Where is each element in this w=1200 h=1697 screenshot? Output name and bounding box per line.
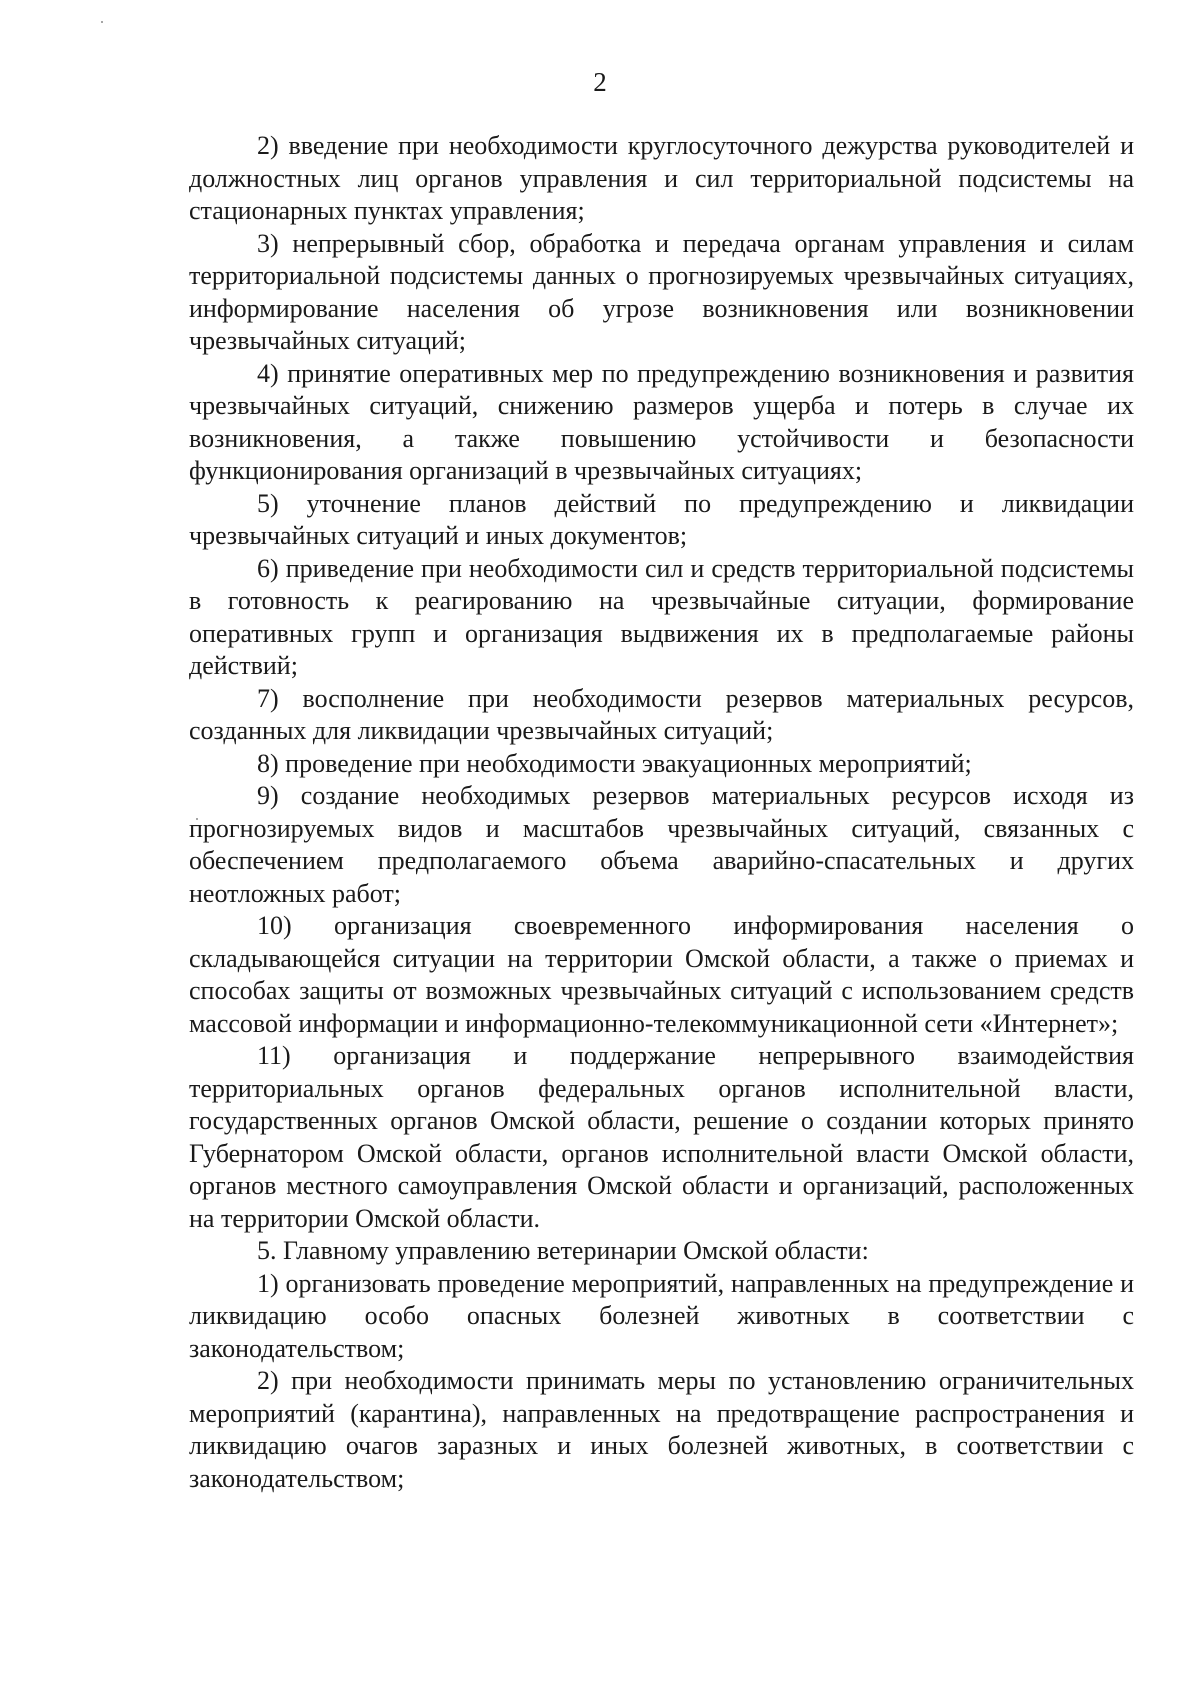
paragraph: 2) введение при необходимости круглосуточного дежурства руководителей и должностных лиц органов управления и сил территориальной подсистемы на стационарных пунктах управления; (189, 131, 1134, 225)
scan-speck (101, 21, 103, 23)
document-body (189, 130, 1134, 1495)
paragraph: 4) принятие оперативных мер по предупреждению возникновения и развития чрезвычайных ситуаций, снижению размеров ущерба и потерь в случае их возникновения, а также повышению устойчивости и безопасности функционирования организаций в чрезвычайных ситуациях; (189, 358, 1134, 485)
page-number: 2 (593, 67, 607, 97)
paragraph: 10) организация своевременного информирования населения о складывающейся ситуации на территории Омской области, а также о приемах и способах защиты от возможных чрезвычайных ситуаций с использованием средств массовой информации и информационно-телекоммуникационной сети «Интернет»; (189, 911, 1134, 1038)
paragraph: 6) приведение при необходимости сил и средств территориальной подсистемы в готовность к реагированию на чрезвычайные ситуации, формирование оперативных групп и организация выдвижения их в предполагаемые районы действий; (189, 553, 1134, 680)
paragraph: 7) восполнение при необходимости резервов материальных ресурсов, созданных для ликвидации чрезвычайных ситуаций; (189, 683, 1134, 745)
paragraph: 9) создание необходимых резервов материальных ресурсов исходя из прогнозируемых видов и масштабов чрезвычайных ситуаций, связанных с обеспечением предполагаемого объема аварийно-спасательных и других неотложных работ; (189, 781, 1134, 908)
paragraph: 8) проведение при необходимости эвакуационных мероприятий; (257, 748, 972, 778)
section-heading: 5. Главному управлению ветеринарии Омской области: (257, 1236, 869, 1265)
paragraph: 3) непрерывный сбор, обработка и передача органам управления и силам территориальной подсистемы данных о прогнозируемых чрезвычайных ситуациях, информирование населения об угрозе возникновения или возникновении чрезвычайных ситуаций; (189, 228, 1134, 355)
paragraph: 5) уточнение планов действий по предупреждению и ликвидации чрезвычайных ситуаций и иных документов; (189, 488, 1134, 550)
paragraph: 1) организовать проведение мероприятий, направленных на предупреждение и ликвидацию особо опасных болезней животных в соответствии с законодательством; (189, 1268, 1134, 1363)
paragraph: 2) при необходимости принимать меры по установлению ограничительных мероприятий (карантина), направленных на предотвращение распространения и ликвидацию очагов заразных и иных болезней животных, в соответствии с законодательством; (189, 1366, 1134, 1493)
paragraph: 11) организация и поддержание непрерывного взаимодействия территориальных органов федеральных органов исполнительной власти, государственных органов Омской области, решение о создании которых принято Губернатором Омской области, органов исполнительной власти Омской области, органов местного самоуправления Омской области и организаций, расположенных на территории Омской области. (189, 1041, 1134, 1233)
